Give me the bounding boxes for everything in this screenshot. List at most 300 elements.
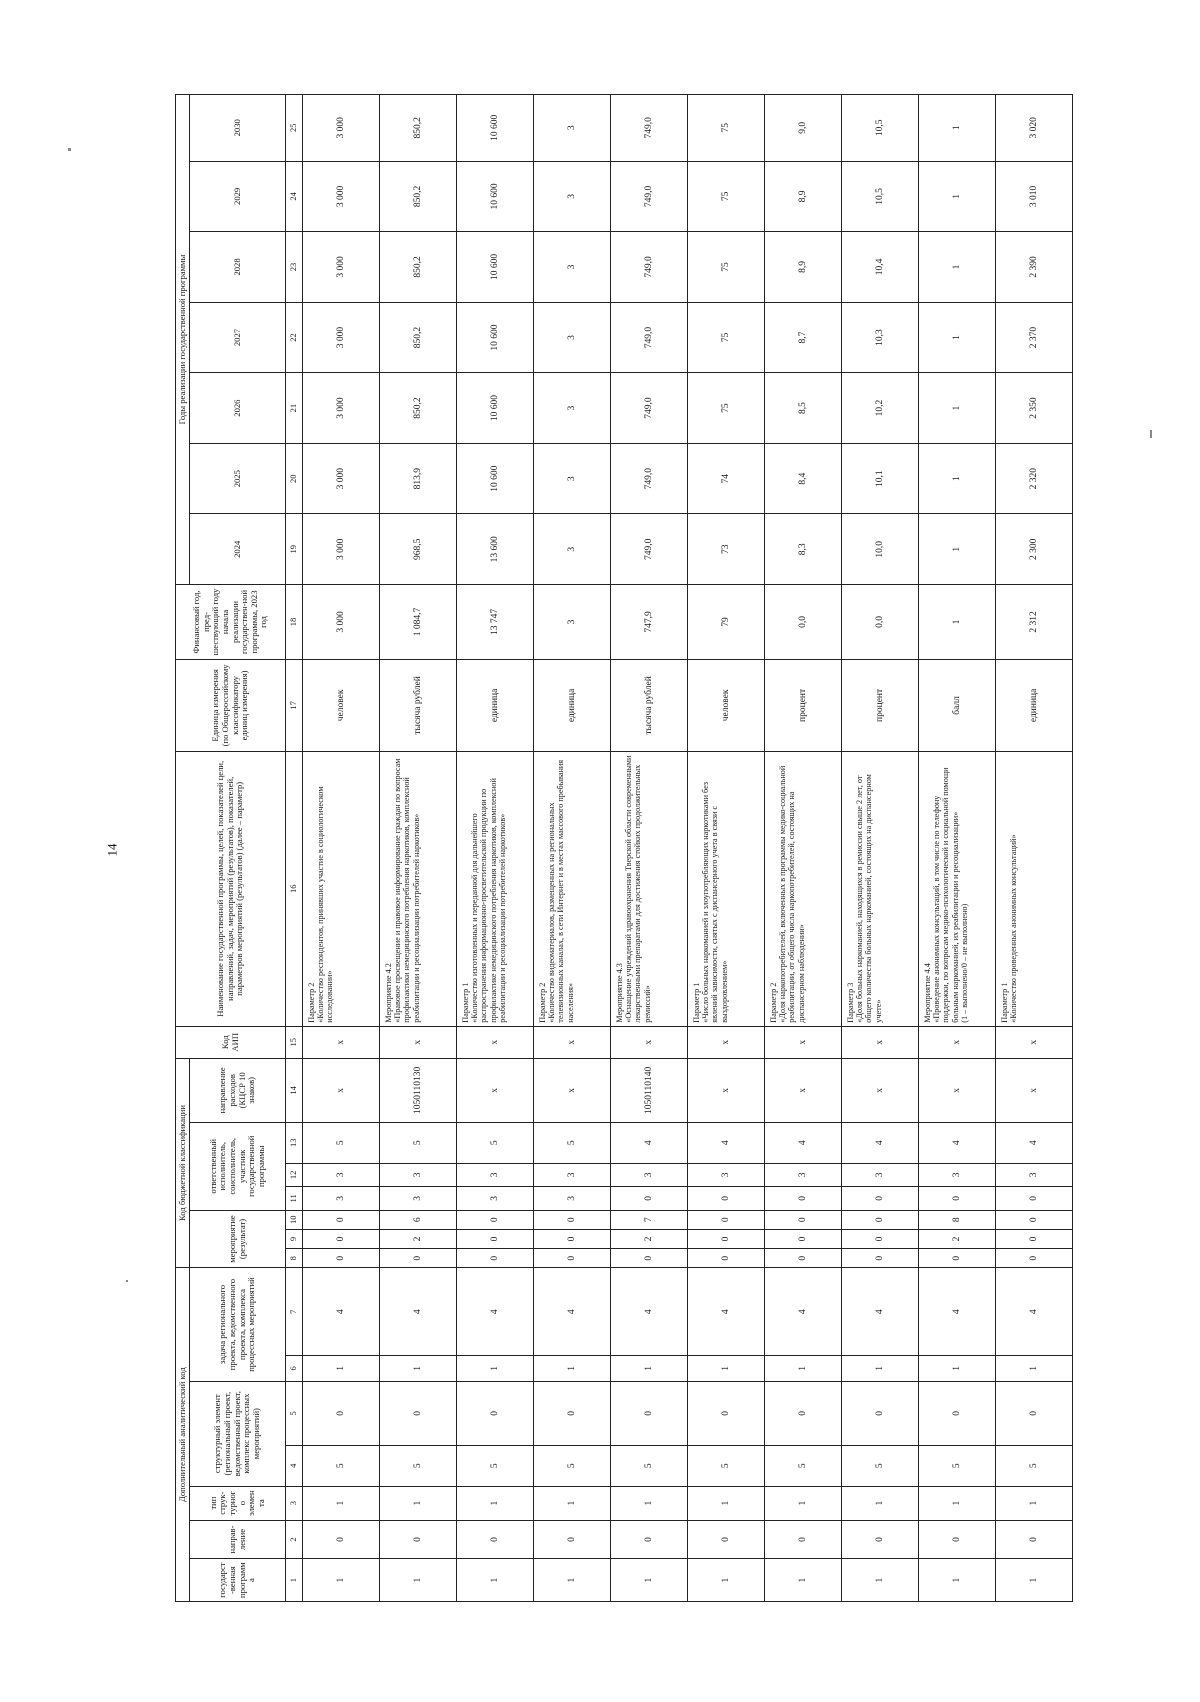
code-cell: 5 — [534, 1445, 611, 1486]
column-number-cell: 15 — [286, 1026, 303, 1058]
code-cell: x — [688, 1058, 765, 1122]
table-row — [996, 95, 1073, 1602]
code-cell: 1 — [842, 1486, 919, 1520]
year-value-cell: 75 — [688, 161, 765, 232]
code-cell: 5 — [380, 1122, 457, 1163]
table-row — [765, 95, 842, 1602]
column-number-row — [286, 95, 303, 1602]
year-value-cell: 8,9 — [765, 232, 842, 303]
code-cell: 4 — [688, 1122, 765, 1163]
code-cell: 1 — [611, 1486, 688, 1520]
code-cell: x — [611, 1026, 688, 1058]
code-cell: 0 — [996, 1187, 1073, 1211]
column-number-cell: 3 — [286, 1486, 303, 1520]
code-cell: 4 — [534, 1268, 611, 1356]
year-value-cell: 3 000 — [303, 373, 380, 444]
base-value-cell: 0,0 — [765, 585, 842, 660]
unit-cell: человек — [688, 659, 765, 751]
name-cell: Параметр 3 «Доля больных наркоманией, находящихся в ремиссии свыше 2 лет, от общего количества больных наркоманией, состоящих на диспансерном учете» — [842, 751, 919, 1026]
code-cell: 1050110140 — [611, 1058, 688, 1122]
code-cell: 8 — [919, 1210, 996, 1229]
code-cell: 3 — [303, 1163, 380, 1187]
year-value-cell: 3 — [534, 161, 611, 232]
name-cell: Параметр 1 «Количество изготовленных и переданной для дальнейшего распространения информационно-просветительской продукции по профилактике немедицинского потребления наркотиков, комплексной реабилитации и ресоциализации потребителей наркотиков» — [457, 751, 534, 1026]
name-cell: Параметр 1 «Количество проведенных анонимных консультаций» — [996, 751, 1073, 1026]
code-cell: 0 — [534, 1520, 611, 1558]
code-cell: x — [919, 1026, 996, 1058]
base-value-cell: 2 312 — [996, 585, 1073, 660]
code-cell: x — [534, 1026, 611, 1058]
struct-header: структурный элемент (региональный проект, ведомственный проект, комплекс процессных мероприятий) — [190, 1381, 286, 1486]
code-cell: 0 — [534, 1229, 611, 1248]
year-value-cell: 3 000 — [303, 95, 380, 162]
code-cell: 0 — [688, 1187, 765, 1211]
year-value-cell: 1 — [919, 232, 996, 303]
year-value-cell: 75 — [688, 232, 765, 303]
code-cell: x — [842, 1026, 919, 1058]
code-cell: 3 — [534, 1163, 611, 1187]
code-cell: 4 — [611, 1122, 688, 1163]
type-header: тип струк-турного элемента — [190, 1486, 286, 1520]
table-row — [611, 95, 688, 1602]
code-cell: 1 — [765, 1486, 842, 1520]
year-value-cell: 75 — [688, 302, 765, 373]
year-value-cell: 1 — [919, 373, 996, 444]
analytic-code-group-header: Дополнительный аналитический код — [176, 1268, 190, 1602]
code-cell: 5 — [765, 1445, 842, 1486]
unit-cell: процент — [765, 659, 842, 751]
column-number-cell: 21 — [286, 373, 303, 444]
code-cell: 4 — [996, 1268, 1073, 1356]
year-value-cell: 10,1 — [842, 443, 919, 514]
name-cell: Мероприятие 4.2 «Правовое просвещение и правовое информирование граждан по вопросам профилактики немедицинского потребления наркотиков, комплексной реабилитации и ресоциализации потребителей наркотиков» — [380, 751, 457, 1026]
code-cell: 1 — [380, 1356, 457, 1382]
name-cell: Параметр 1 «Число больных наркоманией и злоупотребляющих наркотиками без явлений зависимости, снятых с диспансерного учета в связи с выздоровлением» — [688, 751, 765, 1026]
year-header: 2030 — [190, 95, 286, 162]
year-value-cell: 3 000 — [303, 514, 380, 585]
code-cell: 1 — [919, 1356, 996, 1382]
year-value-cell: 9,0 — [765, 95, 842, 162]
year-value-cell: 3 — [534, 302, 611, 373]
code-cell: 3 — [688, 1163, 765, 1187]
year-value-cell: 1 — [919, 514, 996, 585]
year-value-cell: 1 — [919, 443, 996, 514]
year-value-cell: 8,9 — [765, 161, 842, 232]
code-cell: 0 — [303, 1520, 380, 1558]
code-cell: 1 — [457, 1356, 534, 1382]
column-number-cell: 8 — [286, 1249, 303, 1268]
year-value-cell: 3 010 — [996, 161, 1073, 232]
code-cell: 0 — [842, 1187, 919, 1211]
code-cell: 2 — [919, 1229, 996, 1248]
years-group-header: Годы реализации государственной программы — [176, 95, 190, 585]
year-value-cell: 10 600 — [457, 443, 534, 514]
year-header: 2024 — [190, 514, 286, 585]
code-cell: 1 — [765, 1559, 842, 1602]
year-value-cell: 10,5 — [842, 95, 919, 162]
code-cell: 1 — [919, 1486, 996, 1520]
column-number-cell: 5 — [286, 1381, 303, 1445]
column-number-cell: 7 — [286, 1268, 303, 1356]
code-cell: 0 — [842, 1381, 919, 1445]
table-body — [303, 95, 1073, 1602]
year-value-cell: 73 — [688, 514, 765, 585]
code-cell: 1 — [457, 1486, 534, 1520]
year-value-cell: 3 000 — [303, 302, 380, 373]
scan-speck — [68, 148, 71, 151]
table-row — [842, 95, 919, 1602]
code-cell: 6 — [380, 1210, 457, 1229]
code-cell: 4 — [842, 1268, 919, 1356]
code-cell: x — [534, 1058, 611, 1122]
year-value-cell: 3 — [534, 232, 611, 303]
code-cell: 0 — [457, 1229, 534, 1248]
column-number-cell: 9 — [286, 1229, 303, 1248]
year-value-cell: 1 — [919, 161, 996, 232]
column-number-cell: 4 — [286, 1445, 303, 1486]
base-value-cell: 3 — [534, 585, 611, 660]
code-cell: 1 — [842, 1356, 919, 1382]
year-value-cell: 850,2 — [380, 373, 457, 444]
year-value-cell: 10 600 — [457, 161, 534, 232]
code-cell: 1 — [380, 1486, 457, 1520]
code-cell: 4 — [303, 1268, 380, 1356]
code-cell: 0 — [457, 1381, 534, 1445]
code-cell: 1 — [996, 1486, 1073, 1520]
code-cell: 0 — [765, 1210, 842, 1229]
year-value-cell: 813,9 — [380, 443, 457, 514]
code-cell: 5 — [842, 1445, 919, 1486]
name-cell: Параметр 2 «Количество респондентов, принявших участие в социологическом исследовании» — [303, 751, 380, 1026]
table-row — [919, 95, 996, 1602]
code-cell: 0 — [996, 1249, 1073, 1268]
code-cell: 4 — [996, 1122, 1073, 1163]
code-cell: 1 — [765, 1356, 842, 1382]
code-cell: 0 — [996, 1520, 1073, 1558]
year-value-cell: 8,5 — [765, 373, 842, 444]
code-cell: 0 — [303, 1210, 380, 1229]
code-cell: 1 — [996, 1559, 1073, 1602]
year-value-cell: 968,5 — [380, 514, 457, 585]
code-cell: x — [303, 1058, 380, 1122]
code-cell: 5 — [688, 1445, 765, 1486]
column-number-cell: 14 — [286, 1058, 303, 1122]
unit-cell: процент — [842, 659, 919, 751]
code-cell: 0 — [534, 1210, 611, 1229]
code-cell: 0 — [996, 1381, 1073, 1445]
code-cell: 1 — [534, 1486, 611, 1520]
code-cell: 0 — [611, 1520, 688, 1558]
year-header: 2028 — [190, 232, 286, 303]
budget-code-group-header: Код бюджетной классификации — [176, 1058, 190, 1268]
name-cell: Мероприятие 4.4 «Проведение анонимных консультаций, в том числе по телефону поддержки, по вопросам медико-психологической и социальной помощи больным наркоманией, их реабилитации и ресоциализации» (1 – выполнено/0 – не выполнено) — [919, 751, 996, 1026]
column-number-cell: 11 — [286, 1187, 303, 1211]
year-value-cell: 10,2 — [842, 373, 919, 444]
column-number-cell: 12 — [286, 1163, 303, 1187]
code-cell: 5 — [303, 1445, 380, 1486]
year-value-cell: 3 — [534, 443, 611, 514]
code-cell: 0 — [842, 1520, 919, 1558]
code-cell: 2 — [611, 1229, 688, 1248]
code-cell: 0 — [996, 1229, 1073, 1248]
column-number-cell: 2 — [286, 1520, 303, 1558]
task-header: задача регионального проекта, ведомственного проекта, комплекса процессных мероприятий — [190, 1268, 286, 1381]
code-cell: x — [996, 1026, 1073, 1058]
code-cell: 0 — [765, 1187, 842, 1211]
base-value-cell: 1 — [919, 585, 996, 660]
year-header: 2029 — [190, 161, 286, 232]
code-cell: 0 — [380, 1249, 457, 1268]
code-cell: 0 — [919, 1187, 996, 1211]
code-cell: 5 — [457, 1445, 534, 1486]
column-number-cell: 1 — [286, 1559, 303, 1602]
base-value-cell: 1 084,7 — [380, 585, 457, 660]
code-cell: 4 — [380, 1268, 457, 1356]
code-cell: 0 — [919, 1381, 996, 1445]
code-cell: 3 — [534, 1187, 611, 1211]
code-cell: 0 — [765, 1381, 842, 1445]
code-cell: 3 — [380, 1187, 457, 1211]
year-value-cell: 749,0 — [611, 161, 688, 232]
code-cell: 5 — [380, 1445, 457, 1486]
code-cell: 0 — [303, 1249, 380, 1268]
year-value-cell: 2 390 — [996, 232, 1073, 303]
rotated-table-frame — [175, 94, 1039, 1602]
year-value-cell: 10,3 — [842, 302, 919, 373]
code-cell: 1 — [688, 1559, 765, 1602]
name-cell: Параметр 2 «Количество видеоматериалов, размещенных на региональных телевизионных каналах, в сети Интернет и в местах массового пребывания населения» — [534, 751, 611, 1026]
table-row — [534, 95, 611, 1602]
code-cell: 3 — [380, 1163, 457, 1187]
code-cell: 1 — [611, 1356, 688, 1382]
year-value-cell: 74 — [688, 443, 765, 514]
year-value-cell: 749,0 — [611, 373, 688, 444]
code-cell: 5 — [919, 1445, 996, 1486]
code-cell: 0 — [765, 1520, 842, 1558]
aip-code-header: Код АИП — [176, 1026, 286, 1058]
code-cell: 3 — [457, 1187, 534, 1211]
scan-speck — [1150, 430, 1152, 438]
direction-header: направ-ление — [190, 1520, 286, 1558]
event-header: мероприятие (результат) — [190, 1210, 286, 1268]
code-cell: 4 — [765, 1268, 842, 1356]
year-value-cell: 10,0 — [842, 514, 919, 585]
code-cell: 0 — [996, 1210, 1073, 1229]
table-row — [688, 95, 765, 1602]
code-cell: 4 — [688, 1268, 765, 1356]
code-cell: 1 — [457, 1559, 534, 1602]
code-cell: 0 — [919, 1249, 996, 1268]
scan-speck — [126, 1280, 128, 1282]
table-row — [303, 95, 380, 1602]
year-value-cell: 8,7 — [765, 302, 842, 373]
year-value-cell: 10 600 — [457, 302, 534, 373]
year-header: 2027 — [190, 302, 286, 373]
code-cell: 0 — [688, 1520, 765, 1558]
year-value-cell: 10 600 — [457, 232, 534, 303]
code-cell: x — [765, 1026, 842, 1058]
code-cell: 4 — [842, 1122, 919, 1163]
code-cell: 1 — [380, 1559, 457, 1602]
year-value-cell: 75 — [688, 373, 765, 444]
base-year-header: Финансовый год, пред-шествующий году начала реализации государствен-ной программы, 2023 год — [176, 585, 286, 660]
year-value-cell: 10 600 — [457, 95, 534, 162]
column-number-cell: 17 — [286, 659, 303, 751]
code-cell: 7 — [611, 1210, 688, 1229]
column-number-cell: 23 — [286, 232, 303, 303]
year-value-cell: 3 000 — [303, 443, 380, 514]
base-value-cell: 79 — [688, 585, 765, 660]
code-cell: 0 — [380, 1520, 457, 1558]
code-cell: x — [303, 1026, 380, 1058]
year-value-cell: 3 — [534, 95, 611, 162]
year-value-cell: 749,0 — [611, 443, 688, 514]
code-cell: 5 — [611, 1445, 688, 1486]
code-cell: 1 — [688, 1356, 765, 1382]
name-cell: Мероприятие 4.3 «Оснащение учреждений здравоохранения Тверской области современными лекарственными препаратами для достижения стойких продолжительных ремиссий» — [611, 751, 688, 1026]
code-cell: 4 — [919, 1268, 996, 1356]
year-value-cell: 2 370 — [996, 302, 1073, 373]
page-number: 14 — [104, 843, 120, 857]
unit-cell: балл — [919, 659, 996, 751]
code-cell: 0 — [842, 1229, 919, 1248]
code-cell: 1 — [688, 1486, 765, 1520]
unit-cell: единица — [996, 659, 1073, 751]
code-cell: 4 — [765, 1122, 842, 1163]
code-cell: 1 — [534, 1559, 611, 1602]
year-value-cell: 3 — [534, 514, 611, 585]
landscape-sheet — [175, 94, 1039, 1602]
code-cell: 0 — [380, 1381, 457, 1445]
year-value-cell: 1 — [919, 302, 996, 373]
code-cell: 0 — [611, 1249, 688, 1268]
unit-cell: тысяча рублей — [611, 659, 688, 751]
base-value-cell: 3 000 — [303, 585, 380, 660]
year-value-cell: 3 000 — [303, 232, 380, 303]
code-cell: 0 — [688, 1381, 765, 1445]
code-cell: 1050110130 — [380, 1058, 457, 1122]
code-cell: 0 — [842, 1210, 919, 1229]
year-value-cell: 850,2 — [380, 161, 457, 232]
base-value-cell: 13 747 — [457, 585, 534, 660]
year-value-cell: 1 — [919, 95, 996, 162]
code-cell: x — [457, 1058, 534, 1122]
year-value-cell: 3 000 — [303, 161, 380, 232]
code-cell: 3 — [842, 1163, 919, 1187]
year-value-cell: 749,0 — [611, 232, 688, 303]
column-number-cell: 24 — [286, 161, 303, 232]
year-value-cell: 850,2 — [380, 302, 457, 373]
code-cell: 4 — [457, 1268, 534, 1356]
base-value-cell: 0,0 — [842, 585, 919, 660]
code-cell: 3 — [765, 1163, 842, 1187]
year-value-cell: 850,2 — [380, 232, 457, 303]
column-number-cell: 22 — [286, 302, 303, 373]
name-cell: Параметр 2 «Доля наркопотребителей, включенных в программы медико-социальной реабилитации, от общего числа наркопотребителей, состоящих на диспансерном наблюдении» — [765, 751, 842, 1026]
code-cell: x — [842, 1058, 919, 1122]
code-cell: 0 — [688, 1210, 765, 1229]
column-number-cell: 6 — [286, 1356, 303, 1382]
code-cell: 3 — [611, 1163, 688, 1187]
unit-header: Единица измерения (по Общероссийскому классификатору единиц измерения) — [176, 659, 286, 751]
column-number-cell: 10 — [286, 1210, 303, 1229]
year-value-cell: 749,0 — [611, 514, 688, 585]
code-cell: x — [457, 1026, 534, 1058]
code-cell: 3 — [919, 1163, 996, 1187]
name-header: Наименование государственной программы, целей, показателей цели, направлений, задач, мероприятий (результатов), показателей, параметров мероприятий (результатов) (далее – параметр) — [176, 751, 286, 1026]
table-row — [380, 95, 457, 1602]
code-cell: 0 — [919, 1520, 996, 1558]
code-cell: 5 — [457, 1122, 534, 1163]
code-cell: 1 — [919, 1559, 996, 1602]
code-cell: 5 — [534, 1122, 611, 1163]
code-cell: 0 — [688, 1249, 765, 1268]
code-cell: 0 — [765, 1249, 842, 1268]
year-header: 2026 — [190, 373, 286, 444]
year-value-cell: 3 — [534, 373, 611, 444]
code-cell: 1 — [534, 1356, 611, 1382]
year-value-cell: 749,0 — [611, 302, 688, 373]
code-cell: 0 — [688, 1229, 765, 1248]
code-cell: 3 — [457, 1163, 534, 1187]
code-cell: 1 — [996, 1356, 1073, 1382]
code-cell: x — [765, 1058, 842, 1122]
code-cell: 0 — [611, 1381, 688, 1445]
year-value-cell: 10,4 — [842, 232, 919, 303]
code-cell: 5 — [996, 1445, 1073, 1486]
code-cell: 4 — [919, 1122, 996, 1163]
year-value-cell: 8,3 — [765, 514, 842, 585]
code-cell: 0 — [842, 1249, 919, 1268]
code-cell: 0 — [457, 1210, 534, 1229]
code-cell: 4 — [611, 1268, 688, 1356]
year-value-cell: 10,5 — [842, 161, 919, 232]
code-cell: x — [919, 1058, 996, 1122]
code-cell: 0 — [303, 1229, 380, 1248]
year-value-cell: 8,4 — [765, 443, 842, 514]
expense-direction-header: направление расходов (КЦСР 10 знаков) — [190, 1058, 286, 1122]
program-table — [175, 94, 1073, 1602]
code-cell: 1 — [842, 1559, 919, 1602]
column-number-cell: 16 — [286, 751, 303, 1026]
code-cell: 0 — [534, 1381, 611, 1445]
executor-header: ответственный исполнитель, соисполнитель, участник государственной программы — [190, 1122, 286, 1210]
code-cell: x — [380, 1026, 457, 1058]
code-cell: 0 — [611, 1187, 688, 1211]
unit-cell: человек — [303, 659, 380, 751]
unit-cell: тысяча рублей — [380, 659, 457, 751]
code-cell: 0 — [457, 1249, 534, 1268]
column-number-cell: 20 — [286, 443, 303, 514]
code-cell: 1 — [303, 1559, 380, 1602]
year-value-cell: 3 020 — [996, 95, 1073, 162]
year-value-cell: 749,0 — [611, 95, 688, 162]
year-value-cell: 75 — [688, 95, 765, 162]
code-cell: x — [688, 1026, 765, 1058]
base-value-cell: 747,9 — [611, 585, 688, 660]
code-cell: 2 — [380, 1229, 457, 1248]
column-number-cell: 18 — [286, 585, 303, 660]
year-value-cell: 2 300 — [996, 514, 1073, 585]
unit-cell: единица — [534, 659, 611, 751]
column-number-cell: 13 — [286, 1122, 303, 1163]
gp-header: государст-венная программа — [190, 1559, 286, 1602]
code-cell: 0 — [457, 1520, 534, 1558]
code-cell: 5 — [303, 1122, 380, 1163]
code-cell: 1 — [303, 1356, 380, 1382]
year-value-cell: 10 600 — [457, 373, 534, 444]
code-cell: 3 — [996, 1163, 1073, 1187]
